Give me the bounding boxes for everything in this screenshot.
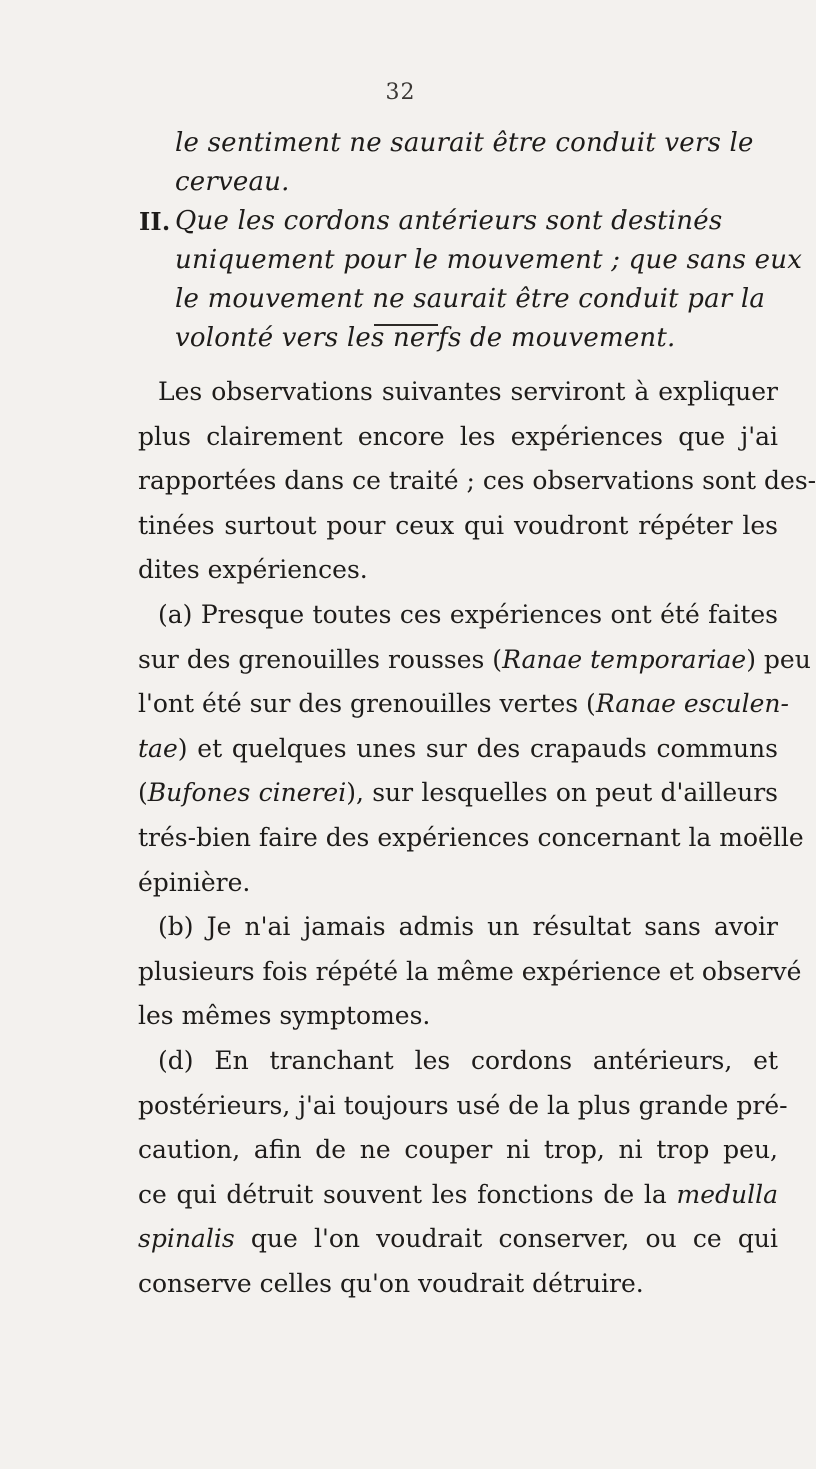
page-number: 32 — [385, 80, 416, 105]
intro-block — [139, 124, 803, 358]
text-run: ce qui détruit souvent les fonctions de la — [138, 1179, 677, 1209]
text-line: postérieurs, j'ai toujours usé de la plus grande pré- — [138, 1090, 788, 1120]
latin-name: tae — [138, 733, 178, 763]
text-run: ), sur lesquelles on peut d'ailleurs — [346, 778, 778, 808]
text-line — [138, 727, 778, 772]
latin-name: Bufones cinerei — [147, 778, 347, 808]
section-divider — [374, 324, 438, 326]
text-run: ) et quelques unes sur des crapauds communs — [177, 733, 778, 763]
intro-line: le mouvement ne saurait être conduit par la — [175, 284, 766, 314]
text-line — [138, 1217, 778, 1262]
text-line: rapportées dans ce traité ; ces observations sont des- — [138, 466, 816, 496]
text-line: conserve celles qu'on voudrait détruire. — [138, 1268, 644, 1298]
text-run: ( — [138, 778, 148, 808]
text-line — [138, 771, 778, 816]
text-line: plus clairement encore les expériences que j'ai — [138, 421, 778, 451]
latin-name: Ranae esculen- — [595, 689, 789, 719]
intro-line: uniquement pour le mouvement ; que sans eux — [175, 245, 803, 275]
text-line: épinière. — [138, 867, 251, 897]
text-line — [138, 1173, 778, 1218]
text-line: (b) Je n'ai jamais admis un résultat sans avoir — [158, 912, 778, 942]
text-line: (d) En tranchant les cordons antérieurs, et — [158, 1045, 778, 1075]
intro-item-ii — [139, 202, 765, 241]
intro-line-text: Que les cordons antérieurs sont destinés — [175, 206, 723, 236]
text-line: dites expériences. — [138, 555, 368, 585]
text-line — [138, 638, 811, 683]
intro-line: cerveau. — [175, 167, 290, 197]
text-line: tinées surtout pour ceux qui voudront répéter les — [138, 510, 778, 540]
text-run: ) peu — [746, 644, 811, 674]
text-line: caution, afin de ne couper ni trop, ni trop peu, — [138, 1135, 778, 1165]
body-text — [138, 370, 816, 1306]
roman-numeral: II. — [139, 207, 171, 236]
intro-line: volonté vers les nerfs de mouvement. — [175, 323, 676, 353]
latin-name: spinalis — [138, 1224, 235, 1254]
text-line: les mêmes symptomes. — [138, 1001, 431, 1031]
text-run: que l'on voudrait conserver, ou ce qui — [234, 1224, 778, 1254]
text-run: l'ont été sur des grenouilles vertes ( — [138, 689, 596, 719]
text-line: trés-bien faire des expériences concernant la moëlle — [138, 822, 804, 852]
text-line: Les observations suivantes serviront à expliquer — [158, 377, 778, 406]
intro-line: le sentiment ne saurait être conduit vers le — [175, 128, 754, 158]
latin-name: Ranae temporariae — [502, 644, 747, 674]
text-line: (a) Presque toutes ces expériences ont été faites — [158, 599, 778, 629]
text-line: plusieurs fois répété la même expérience et observé — [138, 956, 802, 986]
text-line — [138, 682, 789, 727]
text-run: sur des grenouilles rousses ( — [138, 644, 503, 674]
latin-name: medulla — [676, 1179, 778, 1209]
